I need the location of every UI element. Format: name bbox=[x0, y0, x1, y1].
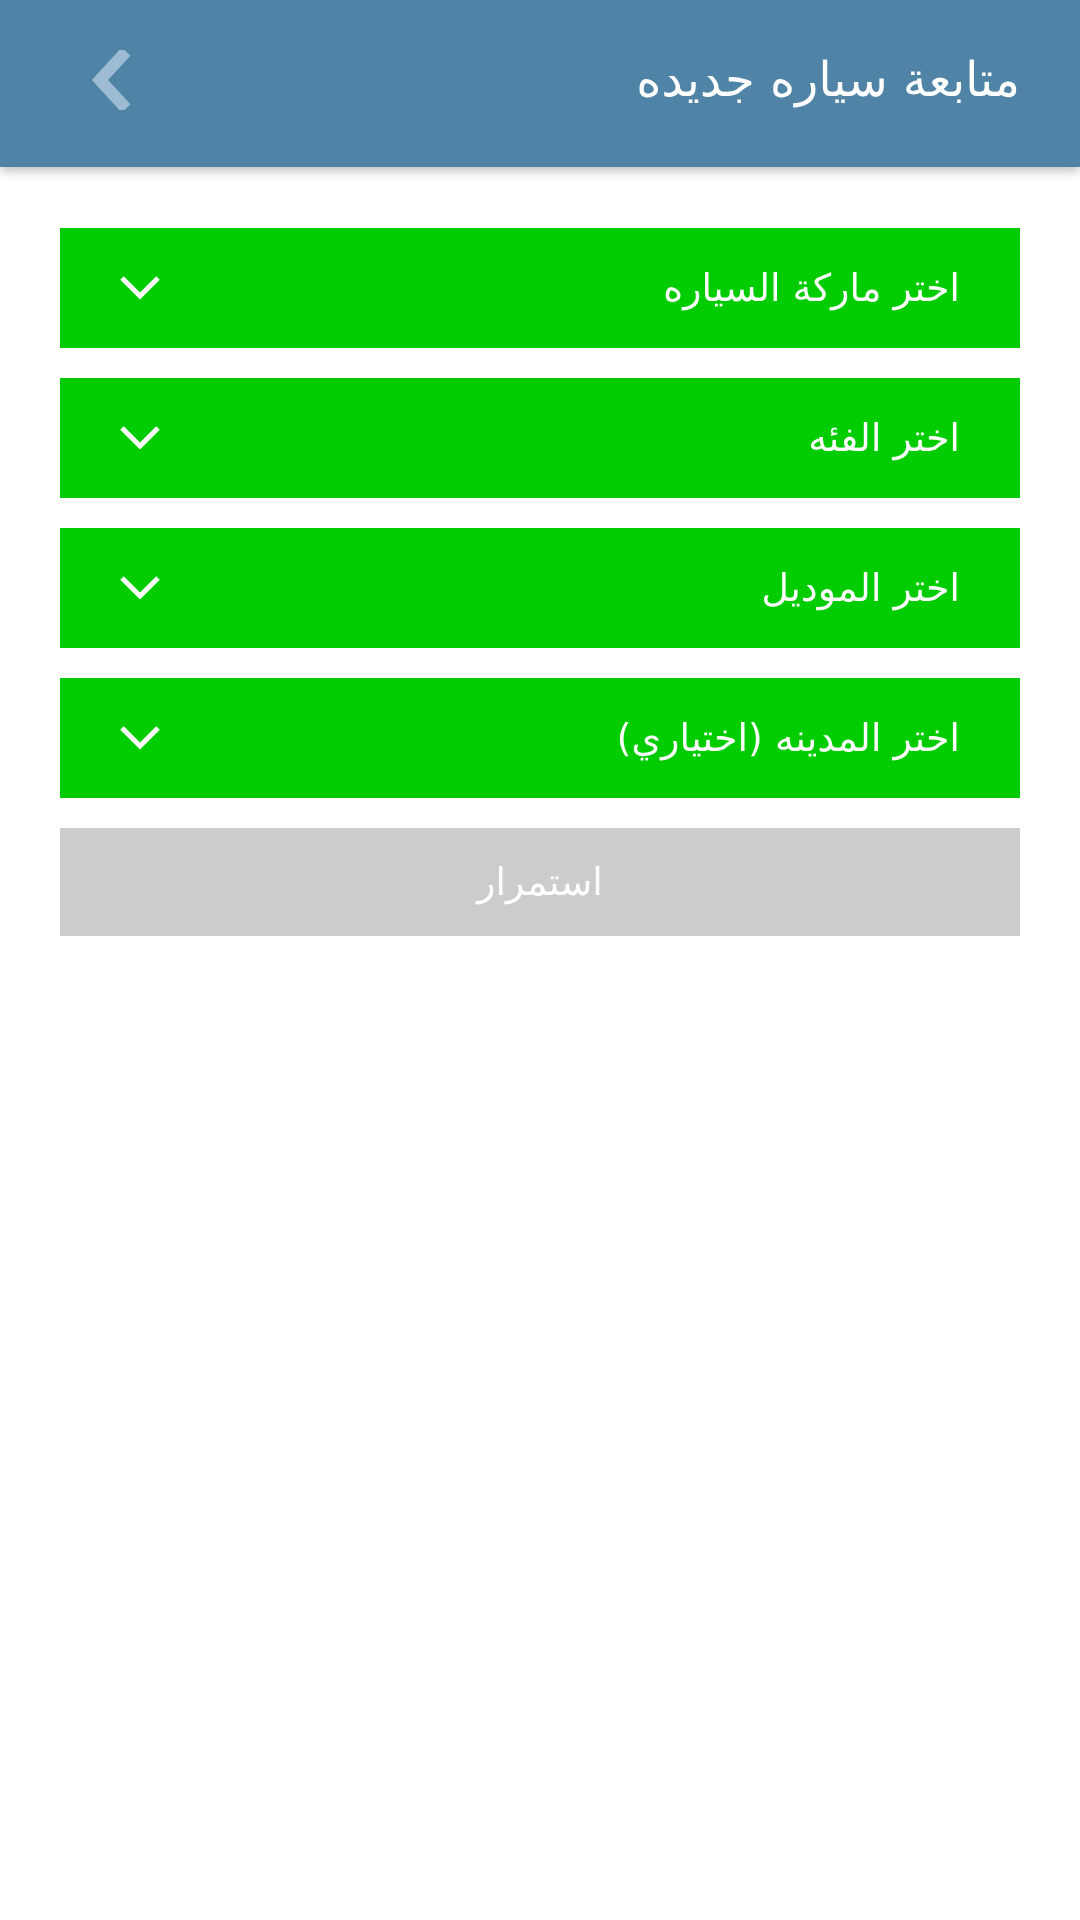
chevron-left-icon bbox=[90, 50, 130, 110]
car-brand-select-label: اختر ماركة السياره bbox=[663, 266, 960, 310]
chevron-down-icon bbox=[118, 568, 162, 608]
page-title: متابعة سياره جديده bbox=[636, 52, 1020, 108]
city-select[interactable] bbox=[60, 678, 1020, 798]
app-header bbox=[0, 0, 1080, 167]
car-model-select-label: اختر الموديل bbox=[761, 566, 960, 610]
car-category-select[interactable] bbox=[60, 378, 1020, 498]
car-brand-select[interactable] bbox=[60, 228, 1020, 348]
chevron-down-icon bbox=[118, 418, 162, 458]
chevron-down-icon bbox=[118, 268, 162, 308]
car-model-select[interactable] bbox=[60, 528, 1020, 648]
continue-button[interactable]: استمرار bbox=[60, 828, 1020, 936]
back-button[interactable] bbox=[70, 40, 150, 120]
car-category-select-label: اختر الفئه bbox=[808, 416, 960, 460]
city-select-label: اختر المدينه (اختياري) bbox=[616, 716, 960, 760]
form-container bbox=[60, 228, 1020, 936]
chevron-down-icon bbox=[118, 718, 162, 758]
